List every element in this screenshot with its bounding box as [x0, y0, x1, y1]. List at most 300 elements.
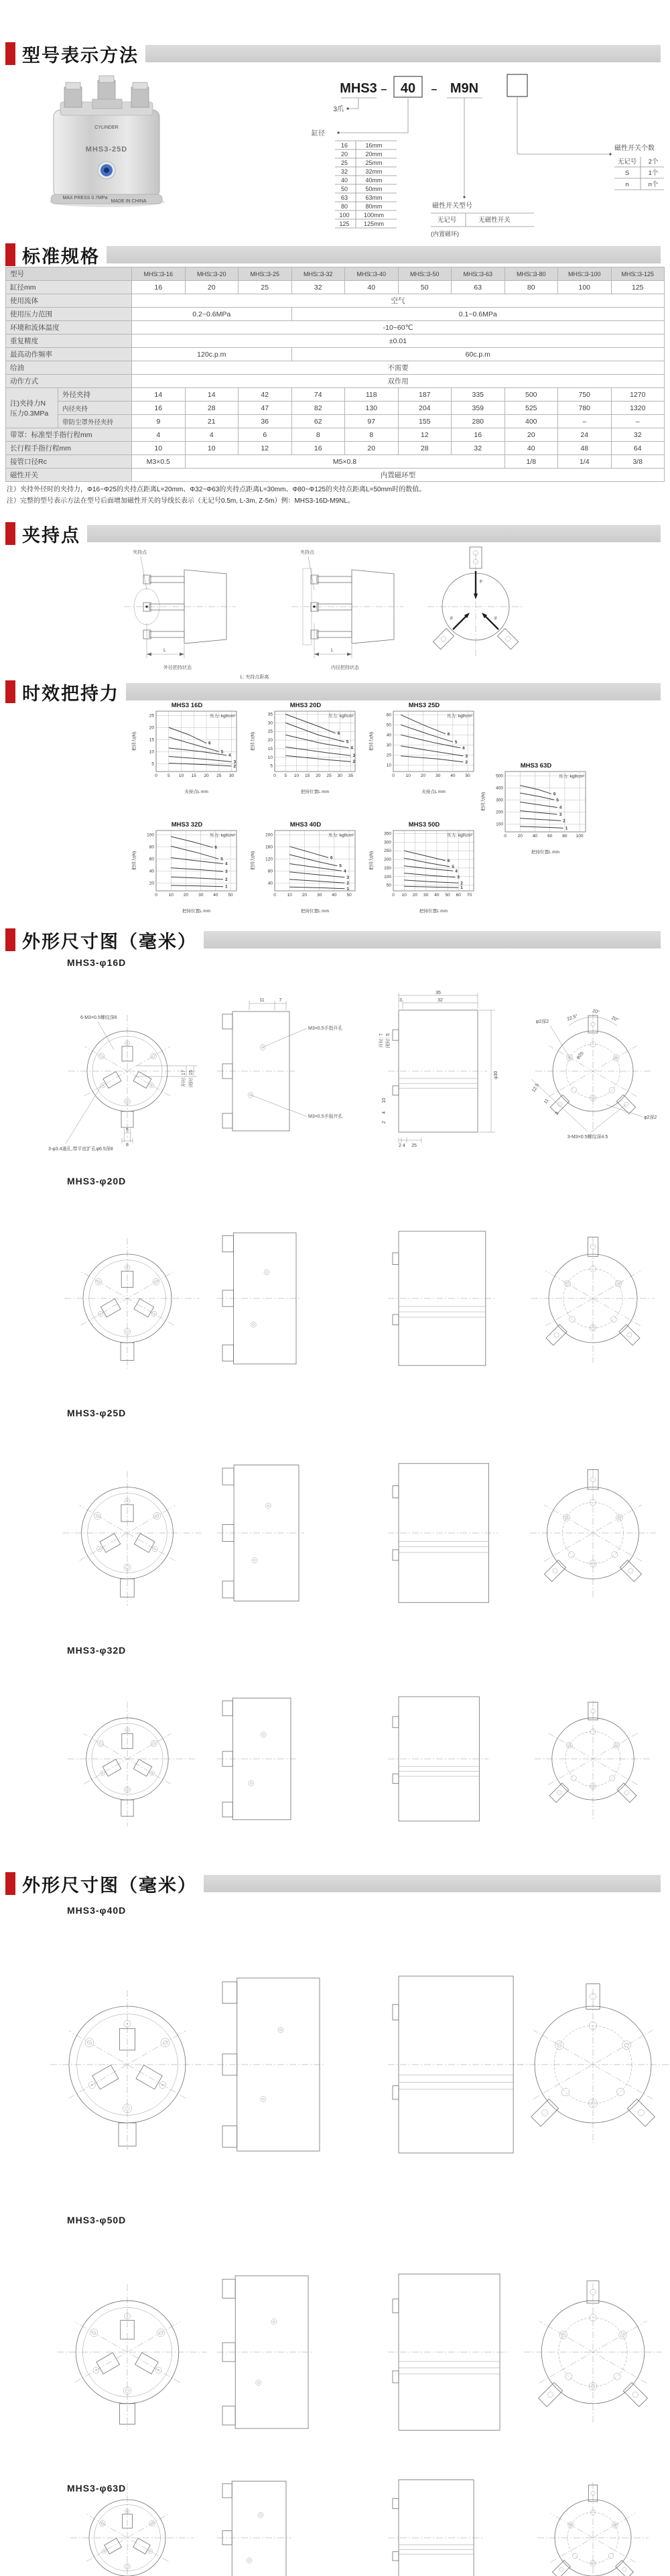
svg-text:MHS3-25D: MHS3-25D — [85, 145, 128, 154]
spec-col-header: MHS□3-20 — [185, 267, 239, 281]
spec-cell: 335 — [452, 388, 505, 402]
force-chart-block — [368, 701, 483, 798]
ordering-diagram — [271, 66, 667, 242]
svg-text:无记号: 无记号 — [437, 217, 457, 224]
spec-row-label: 长行程手指行程mm — [6, 442, 132, 455]
svg-text:60: 60 — [386, 713, 391, 718]
spec-cell: 40 — [345, 281, 399, 294]
spec-table-wrap — [5, 267, 665, 482]
svg-text:开时: 17: 开时: 17 — [182, 1070, 186, 1087]
section-header-dims2 — [5, 1870, 661, 1897]
svg-text:把持力(N): 把持力(N) — [369, 851, 374, 871]
force-chart — [249, 820, 364, 914]
svg-text:30: 30 — [317, 893, 322, 898]
svg-text:15: 15 — [267, 746, 273, 751]
svg-text:磁性开关个数: 磁性开关个数 — [614, 145, 655, 152]
svg-text:M9N: M9N — [450, 81, 479, 96]
grip-point-diagrams — [47, 543, 623, 687]
svg-text:50: 50 — [340, 186, 348, 192]
dimension-drawing-block — [27, 1921, 643, 2211]
spec-cell: ±0.01 — [132, 334, 665, 348]
svg-text:2: 2 — [225, 877, 228, 882]
svg-text:3: 3 — [559, 812, 562, 817]
svg-text:L: L — [331, 648, 334, 653]
svg-text:15: 15 — [191, 774, 196, 778]
spec-row — [6, 442, 665, 455]
spec-row — [6, 334, 665, 348]
spec-cell: 16 — [291, 442, 345, 455]
svg-text:2: 2 — [233, 763, 237, 769]
spec-row-label: 内径夹持 — [58, 402, 132, 415]
svg-text:125: 125 — [339, 221, 350, 227]
svg-text:0: 0 — [273, 893, 276, 898]
svg-text:40: 40 — [340, 177, 348, 184]
svg-text:2: 2 — [382, 1121, 387, 1124]
dimension-drawing-block — [27, 1192, 643, 1408]
dimension-drawing — [27, 973, 657, 1169]
spec-cell: 不需要 — [132, 361, 665, 375]
svg-text:40mm: 40mm — [365, 177, 383, 184]
dimension-drawing-block — [27, 1661, 643, 1860]
svg-text:6: 6 — [553, 792, 556, 797]
svg-text:50: 50 — [228, 893, 233, 898]
spec-cell: 750 — [558, 388, 612, 402]
section-title-grip: 夹持点 — [22, 525, 80, 546]
svg-text:50: 50 — [445, 893, 450, 898]
spec-cell: 4 — [132, 428, 186, 442]
svg-text:25: 25 — [411, 1144, 417, 1148]
force-chart-block — [249, 820, 364, 918]
svg-text:压力: kgf/cm²: 压力: kgf/cm² — [447, 714, 472, 719]
spec-cell: 16 — [132, 281, 186, 294]
dimension-drawing — [27, 1921, 643, 2208]
svg-text:10: 10 — [149, 749, 154, 755]
spec-row — [6, 361, 665, 375]
svg-text:20: 20 — [340, 151, 348, 158]
spec-note: 注）完整的型号表示方法在型号后面增加磁性开关的导线长表示（无记号0.5m, L-3m, Z-5m）例：MHS3-16D-M9NL。 — [7, 497, 354, 505]
svg-text:32: 32 — [438, 998, 443, 1003]
spec-row — [6, 375, 665, 388]
svg-text:1: 1 — [565, 826, 568, 831]
spec-row-label: 带罩：标准型手指行程mm — [6, 428, 132, 442]
header-bar — [126, 683, 661, 700]
svg-text:20: 20 — [517, 834, 523, 839]
drawing-title: MHS3-φ32D — [67, 1645, 127, 1656]
spec-row — [6, 455, 665, 469]
section-bullet — [5, 1872, 15, 1895]
spec-cell: 20 — [505, 428, 558, 442]
svg-text:6: 6 — [337, 731, 340, 736]
spec-cell: 280 — [452, 415, 505, 428]
spec-row — [6, 402, 665, 415]
svg-text:无记号: 无记号 — [617, 158, 637, 166]
section-title-specs: 标准规格 — [22, 246, 100, 267]
svg-text:30: 30 — [228, 774, 234, 778]
spec-cell: 204 — [398, 402, 452, 415]
svg-text:350: 350 — [384, 831, 391, 837]
svg-text:50: 50 — [346, 893, 352, 898]
svg-text:磁性开关型号: 磁性开关型号 — [432, 202, 472, 210]
spec-cell: 63 — [452, 281, 505, 294]
svg-text:6: 6 — [208, 741, 211, 746]
svg-text:φ2深2: φ2深2 — [644, 1115, 657, 1120]
svg-text:100mm: 100mm — [363, 212, 385, 219]
section-bullet — [5, 243, 15, 266]
spec-cell: 118 — [345, 388, 399, 402]
dimension-drawing-block — [27, 2231, 643, 2477]
spec-col-header: MHS□3-100 — [558, 267, 612, 281]
svg-text:压力: kgf/cm²: 压力: kgf/cm² — [559, 774, 584, 779]
svg-text:30: 30 — [386, 743, 391, 748]
spec-row-label: 带防尘罩外径夹持 — [58, 415, 132, 428]
spec-note: 注）夹持外径时的夹持力，Φ16~Φ25的夹持点距离L=20mm、Φ32~Φ63的夹持点距离L=30mm、Φ80~Φ125的夹持点距离L=50mm时的数值。 — [7, 486, 426, 493]
svg-text:200: 200 — [384, 857, 391, 863]
force-chart — [480, 761, 595, 855]
force-chart-block — [368, 820, 483, 918]
svg-text:4: 4 — [455, 869, 458, 874]
spec-cell: 40 — [505, 442, 558, 455]
svg-text:70: 70 — [466, 893, 472, 898]
spec-cell: 16 — [132, 402, 186, 415]
svg-text:25: 25 — [326, 774, 332, 778]
spec-col-header: MHS□3-63 — [452, 267, 505, 281]
svg-text:φ30: φ30 — [494, 1070, 498, 1079]
svg-text:100: 100 — [384, 874, 391, 879]
svg-text:闭时: 15: 闭时: 15 — [189, 1070, 194, 1087]
svg-text:30: 30 — [436, 774, 441, 778]
spec-cell: 0.2~0.6MPa — [132, 308, 292, 321]
spec-cell: -10~60℃ — [132, 321, 665, 334]
svg-text:25: 25 — [216, 774, 222, 778]
spec-row-label: 磁性开关 — [6, 469, 132, 482]
svg-text:30: 30 — [423, 893, 429, 898]
svg-text:22.5°: 22.5° — [566, 1014, 579, 1022]
svg-text:25: 25 — [267, 729, 273, 735]
svg-text:30: 30 — [267, 721, 273, 726]
svg-text:10: 10 — [382, 1097, 387, 1103]
spec-cell: 32 — [452, 442, 505, 455]
svg-text:F: F — [494, 617, 498, 621]
force-chart — [131, 701, 246, 795]
svg-text:3-M3×0.5螺纹深4.5: 3-M3×0.5螺纹深4.5 — [567, 1135, 608, 1140]
drawing-title: MHS3-φ63D — [67, 2483, 127, 2494]
spec-row — [6, 428, 665, 442]
svg-text:50: 50 — [386, 723, 391, 728]
svg-text:4: 4 — [350, 745, 353, 751]
drawing-title: MHS3-φ50D — [67, 2215, 127, 2225]
spec-col-header: MHS□3-80 — [505, 267, 558, 281]
svg-text:2个: 2个 — [648, 158, 659, 166]
svg-text:5: 5 — [346, 739, 349, 745]
svg-text:无磁性开关: 无磁性开关 — [478, 217, 511, 224]
svg-text:10: 10 — [168, 893, 174, 898]
spec-group-label: 注)夹持力N 压力0.3MPa — [6, 388, 58, 428]
svg-text:1: 1 — [346, 886, 350, 892]
spec-cell: 6 — [239, 428, 292, 442]
spec-cell: 24 — [558, 428, 612, 442]
svg-text:0: 0 — [392, 893, 395, 898]
spec-cell: 42 — [239, 388, 292, 402]
svg-text:MHS3 32D: MHS3 32D — [171, 821, 203, 829]
svg-text:7: 7 — [279, 998, 282, 1003]
svg-text:40: 40 — [532, 834, 538, 839]
svg-text:CYLINDER: CYLINDER — [94, 125, 119, 130]
dimension-drawing — [27, 1424, 643, 1642]
svg-text:60: 60 — [149, 857, 154, 862]
section-bullet — [5, 42, 15, 65]
svg-text:20: 20 — [420, 774, 426, 778]
svg-text:50: 50 — [465, 774, 470, 778]
svg-text:5: 5 — [126, 1128, 129, 1133]
dimension-drawing-block — [27, 2499, 643, 2576]
spec-table — [5, 267, 665, 482]
svg-text:0: 0 — [155, 774, 157, 778]
svg-text:3: 3 — [352, 753, 356, 759]
spec-cell: 130 — [345, 402, 399, 415]
svg-text:3: 3 — [465, 753, 468, 759]
svg-text:2: 2 — [465, 759, 468, 765]
svg-text:压力: kgf/cm²: 压力: kgf/cm² — [210, 833, 235, 838]
spec-row — [6, 348, 665, 361]
svg-text:20: 20 — [204, 774, 209, 778]
spec-cell: 82 — [291, 402, 345, 415]
svg-text:4: 4 — [462, 745, 465, 751]
spec-row — [6, 321, 665, 334]
section-bullet — [5, 522, 15, 545]
section-header-dims1 — [5, 926, 661, 953]
dimension-drawing — [27, 1661, 643, 1857]
spec-cell: 10 — [132, 442, 186, 455]
spec-row-label: 使用压力范围 — [6, 308, 132, 321]
spec-header-row — [6, 267, 665, 281]
svg-text:35: 35 — [267, 712, 273, 717]
svg-text:80: 80 — [149, 845, 154, 850]
spec-cell: 48 — [558, 442, 612, 455]
svg-text:10: 10 — [386, 763, 391, 768]
dimension-drawing-block — [27, 1424, 643, 1646]
section-title-dims1: 外形尺寸图（毫米） — [22, 931, 197, 952]
spec-cell: 60c.p.m — [291, 348, 665, 361]
section-title-dims2: 外形尺寸图（毫米） — [22, 1875, 197, 1896]
svg-text:把持位置L mm: 把持位置L mm — [300, 909, 330, 914]
svg-text:5: 5 — [220, 857, 223, 862]
spec-cell: 28 — [185, 402, 239, 415]
svg-text:把持力(N): 把持力(N) — [132, 851, 137, 871]
product-photo — [35, 70, 179, 211]
section-bullet — [5, 680, 15, 703]
svg-text:MHS3 25D: MHS3 25D — [408, 702, 440, 709]
svg-text:11: 11 — [543, 1098, 550, 1105]
spec-cell: 16 — [452, 428, 505, 442]
svg-text:6: 6 — [447, 858, 450, 863]
section-bullet — [5, 928, 15, 951]
spec-col-header: MHS□3-32 — [291, 267, 345, 281]
svg-text:16mm: 16mm — [365, 142, 383, 149]
force-chart — [368, 820, 483, 914]
force-chart — [368, 701, 483, 795]
svg-text:MHS3: MHS3 — [340, 81, 377, 96]
spec-row-label: 重复精度 — [6, 334, 132, 348]
spec-cell: 525 — [505, 402, 558, 415]
svg-text:20: 20 — [302, 893, 308, 898]
spec-cell: 双作用 — [132, 375, 665, 388]
svg-text:3: 3 — [457, 875, 460, 880]
spec-cell: 1/4 — [558, 455, 612, 469]
svg-text:3: 3 — [225, 869, 228, 875]
svg-text:80: 80 — [340, 203, 348, 210]
svg-text:夹持点: 夹持点 — [300, 550, 314, 555]
svg-text:60: 60 — [456, 893, 461, 898]
svg-text:4: 4 — [559, 805, 562, 810]
svg-text:40: 40 — [450, 774, 456, 778]
spec-cell: 50 — [398, 281, 452, 294]
svg-text:0: 0 — [504, 834, 507, 839]
svg-text:8: 8 — [126, 1143, 129, 1148]
svg-text:5: 5 — [556, 798, 559, 803]
svg-text:把持位置L mm: 把持位置L mm — [300, 790, 330, 794]
svg-text:20: 20 — [149, 725, 154, 731]
svg-text:1: 1 — [460, 885, 463, 891]
spec-cell: 14 — [185, 388, 239, 402]
spec-cell: 97 — [345, 415, 399, 428]
svg-text:把持位置L mm: 把持位置L mm — [531, 850, 560, 855]
svg-text:25mm: 25mm — [365, 160, 383, 166]
spec-cell: 64 — [611, 442, 665, 455]
svg-text:4: 4 — [382, 1111, 387, 1114]
spec-row — [6, 388, 665, 402]
spec-header-label: 型号 — [6, 267, 132, 281]
svg-text:0: 0 — [392, 774, 395, 778]
svg-text:压力: kgf/cm²: 压力: kgf/cm² — [210, 714, 235, 719]
dimension-drawing — [27, 1192, 643, 1405]
svg-text:5: 5 — [452, 864, 454, 869]
svg-text:MADE IN CHINA: MADE IN CHINA — [111, 199, 147, 204]
svg-text:6-M3×0.5螺纹深6: 6-M3×0.5螺纹深6 — [80, 1016, 117, 1020]
svg-text:10: 10 — [293, 774, 299, 778]
force-chart-block — [131, 701, 246, 798]
svg-text:闭时: 5: 闭时: 5 — [386, 1033, 391, 1048]
svg-text:2: 2 — [346, 881, 350, 886]
svg-text:6: 6 — [214, 845, 218, 851]
svg-text:夹持点: 夹持点 — [133, 550, 147, 555]
svg-text:100: 100 — [147, 833, 154, 838]
spec-cell: 125 — [611, 281, 665, 294]
svg-text:把持力(N): 把持力(N) — [251, 731, 255, 751]
dimension-drawing-block — [27, 973, 657, 1172]
svg-text:5: 5 — [284, 774, 287, 778]
svg-text:300: 300 — [384, 840, 391, 845]
spec-cell: – — [558, 415, 612, 428]
svg-text:1: 1 — [225, 884, 228, 890]
svg-text:5: 5 — [339, 863, 342, 869]
svg-text:40: 40 — [213, 893, 218, 898]
spec-cell: 400 — [505, 415, 558, 428]
spec-cell: 120c.p.m — [132, 348, 292, 361]
svg-text:5: 5 — [270, 763, 273, 769]
svg-text:把持力(N): 把持力(N) — [369, 731, 374, 751]
spec-row-label: 缸径mm — [6, 281, 132, 294]
spec-cell: 0.1~0.6MPa — [291, 308, 665, 321]
svg-text:30: 30 — [337, 774, 342, 778]
svg-text:φ2深2: φ2深2 — [535, 1020, 549, 1024]
svg-text:40: 40 — [400, 81, 416, 96]
spec-notes — [7, 484, 665, 507]
svg-text:把持位置L mm: 把持位置L mm — [419, 909, 448, 914]
spec-col-header: MHS□3-50 — [398, 267, 452, 281]
svg-text:3-φ3.4通孔,带平底扩孔φ6.5深8: 3-φ3.4通孔,带平底扩孔φ6.5深8 — [48, 1147, 113, 1152]
spec-row-label: 给油 — [6, 361, 132, 375]
svg-text:3: 3 — [554, 1111, 560, 1116]
spec-cell: 500 — [505, 388, 558, 402]
spec-row — [6, 281, 665, 294]
drawing-title: MHS3-φ25D — [67, 1408, 127, 1418]
drawing-title: MHS3-φ40D — [67, 1905, 127, 1916]
spec-cell: 10 — [185, 442, 239, 455]
svg-text:35: 35 — [348, 774, 354, 778]
svg-text:MHS3 16D: MHS3 16D — [171, 702, 203, 709]
svg-text:10: 10 — [287, 893, 292, 898]
svg-text:夹持点L mm: 夹持点L mm — [421, 790, 446, 794]
drawing-title: MHS3-φ20D — [67, 1176, 127, 1186]
force-chart-block — [480, 761, 595, 859]
svg-text:压力: kgf/cm²: 压力: kgf/cm² — [447, 833, 472, 838]
spec-cell: 20 — [345, 442, 399, 455]
spec-cell: 62 — [291, 415, 345, 428]
svg-text:10: 10 — [178, 774, 184, 778]
spec-cell: 47 — [239, 402, 292, 415]
spec-cell: M3×0.5 — [132, 455, 186, 469]
spec-cell: 80 — [505, 281, 558, 294]
svg-text:32mm: 32mm — [365, 168, 383, 175]
svg-text:缸径: 缸径 — [312, 130, 325, 137]
spec-cell: 187 — [398, 388, 452, 402]
spec-cell: 21 — [185, 415, 239, 428]
spec-row — [6, 294, 665, 308]
svg-text:把持位置L mm: 把持位置L mm — [182, 909, 211, 914]
spec-cell: 空气 — [132, 294, 665, 308]
svg-text:MHS3 50D: MHS3 50D — [408, 821, 440, 829]
svg-text:F: F — [450, 617, 454, 621]
svg-text:MAX PRESS 0.7MPa: MAX PRESS 0.7MPa — [62, 196, 108, 200]
svg-text:25: 25 — [340, 160, 348, 166]
spec-cell: 28 — [398, 442, 452, 455]
svg-text:2: 2 — [352, 759, 356, 765]
svg-text:40: 40 — [332, 893, 337, 898]
spec-cell: 359 — [452, 402, 505, 415]
header-bar — [145, 45, 661, 62]
svg-text:–: – — [431, 84, 438, 95]
spec-cell: 12 — [239, 442, 292, 455]
drawing-title: MHS3-φ16D — [67, 957, 127, 968]
spec-cell: 9 — [132, 415, 186, 428]
spec-cell: 36 — [239, 415, 292, 428]
spec-cell: 32 — [611, 428, 665, 442]
svg-text:150: 150 — [384, 865, 391, 871]
spec-col-header: MHS□3-40 — [345, 267, 399, 281]
spec-row-label: 环境和流体温度 — [6, 321, 132, 334]
svg-text:25: 25 — [149, 713, 154, 719]
spec-cell: – — [611, 415, 665, 428]
svg-text:MHS3 63D: MHS3 63D — [520, 762, 552, 770]
svg-text:40: 40 — [386, 733, 391, 738]
force-chart-block — [249, 701, 364, 798]
svg-text:30: 30 — [198, 893, 204, 898]
svg-text:3爪: 3爪 — [333, 106, 344, 113]
svg-text:16: 16 — [340, 142, 348, 149]
spec-cell: 155 — [398, 415, 452, 428]
svg-text:M3×0.5手指开孔: M3×0.5手指开孔 — [308, 1114, 343, 1119]
header-bar — [107, 246, 661, 263]
